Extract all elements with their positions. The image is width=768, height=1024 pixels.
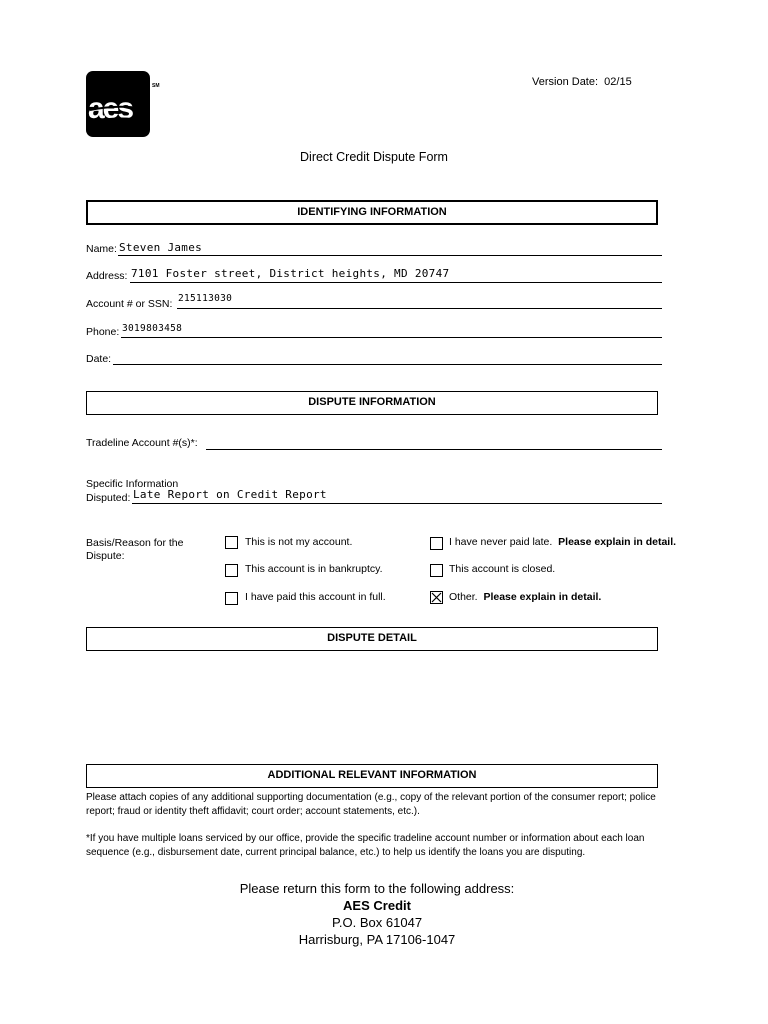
version-value: 02/15 — [604, 76, 632, 88]
tradeline-label: Tradeline Account #(s)*: — [86, 437, 198, 449]
name-value: Steven James — [119, 241, 203, 254]
checkbox-bankruptcy[interactable] — [225, 564, 238, 577]
specific-info-label-line1: Specific Information — [86, 478, 179, 490]
label-paid-in-full: I have paid this account in full. — [245, 591, 386, 603]
date-field[interactable] — [113, 348, 662, 365]
label-never-paid-late: I have never paid late. Please explain in detail. — [449, 536, 677, 548]
basis-label-line2: Dispute: — [86, 550, 125, 562]
label-account-closed: This account is closed. — [449, 563, 556, 575]
date-label: Date: — [86, 353, 112, 365]
name-label: Name: — [86, 243, 117, 255]
tradeline-field[interactable] — [206, 433, 662, 450]
specific-info-label-line2: Disputed: — [86, 492, 131, 504]
checkbox-paid-in-full[interactable] — [225, 592, 238, 605]
checkbox-never-paid-late[interactable] — [430, 537, 443, 550]
label-not-my-account: This is not my account. — [245, 536, 353, 548]
service-mark: SM — [152, 83, 160, 89]
label-other: Other. Please explain in detail. — [449, 591, 602, 603]
account-label: Account # or SSN: — [86, 298, 173, 310]
checkbox-account-closed[interactable] — [430, 564, 443, 577]
label-bankruptcy: This account is in bankruptcy. — [245, 563, 383, 575]
account-field[interactable] — [177, 292, 662, 309]
return-intro: Please return this form to the following address: — [239, 881, 515, 896]
address-value: 7101 Foster street, District heights, MD 20747 — [131, 267, 450, 280]
phone-label: Phone: — [86, 326, 120, 338]
aes-logo — [86, 71, 150, 137]
dispute-detail-area[interactable] — [86, 655, 658, 755]
return-city: Harrisburg, PA 17106-1047 — [298, 932, 456, 947]
version-label: Version Date: — [532, 76, 599, 88]
name-field[interactable] — [118, 239, 662, 256]
account-value: 215113030 — [178, 293, 233, 304]
return-po-box: P.O. Box 61047 — [331, 915, 423, 930]
additional-paragraph-2: *If you have multiple loans serviced by our office, provide the specific tradeline account number or information about each loan sequence (e.g., disbursement date, current principal balance, etc.) to help us identify the loans you are disputing. — [86, 833, 645, 858]
address-field[interactable] — [130, 266, 662, 283]
section-dispute-detail: DISPUTE DETAIL — [86, 627, 658, 651]
phone-field[interactable] — [121, 321, 662, 338]
specific-info-field[interactable] — [132, 487, 662, 504]
section-identifying-information: IDENTIFYING INFORMATION — [86, 200, 658, 225]
additional-paragraph-1: Please attach copies of any additional supporting documentation (e.g., copy of the relevant portion of the consumer report; police report; fraud or identity theft affidavit; court order; account statements, etc.). — [86, 792, 656, 817]
logo-text: aes — [88, 92, 133, 125]
checkbox-other[interactable] — [430, 591, 443, 604]
check-x-icon — [431, 592, 442, 603]
section-additional-information: ADDITIONAL RELEVANT INFORMATION — [86, 764, 658, 788]
section-dispute-information: DISPUTE INFORMATION — [86, 391, 658, 415]
phone-value: 3019803458 — [122, 323, 183, 334]
checkbox-not-my-account[interactable] — [225, 536, 238, 549]
basis-label-line1: Basis/Reason for the — [86, 537, 184, 549]
address-label: Address: — [86, 270, 128, 282]
version-date — [532, 76, 632, 88]
page-title: Direct Credit Dispute Form — [300, 150, 448, 164]
return-address — [0, 880, 754, 948]
specific-info-value: Late Report on Credit Report — [133, 488, 327, 501]
return-company: AES Credit — [343, 898, 411, 913]
